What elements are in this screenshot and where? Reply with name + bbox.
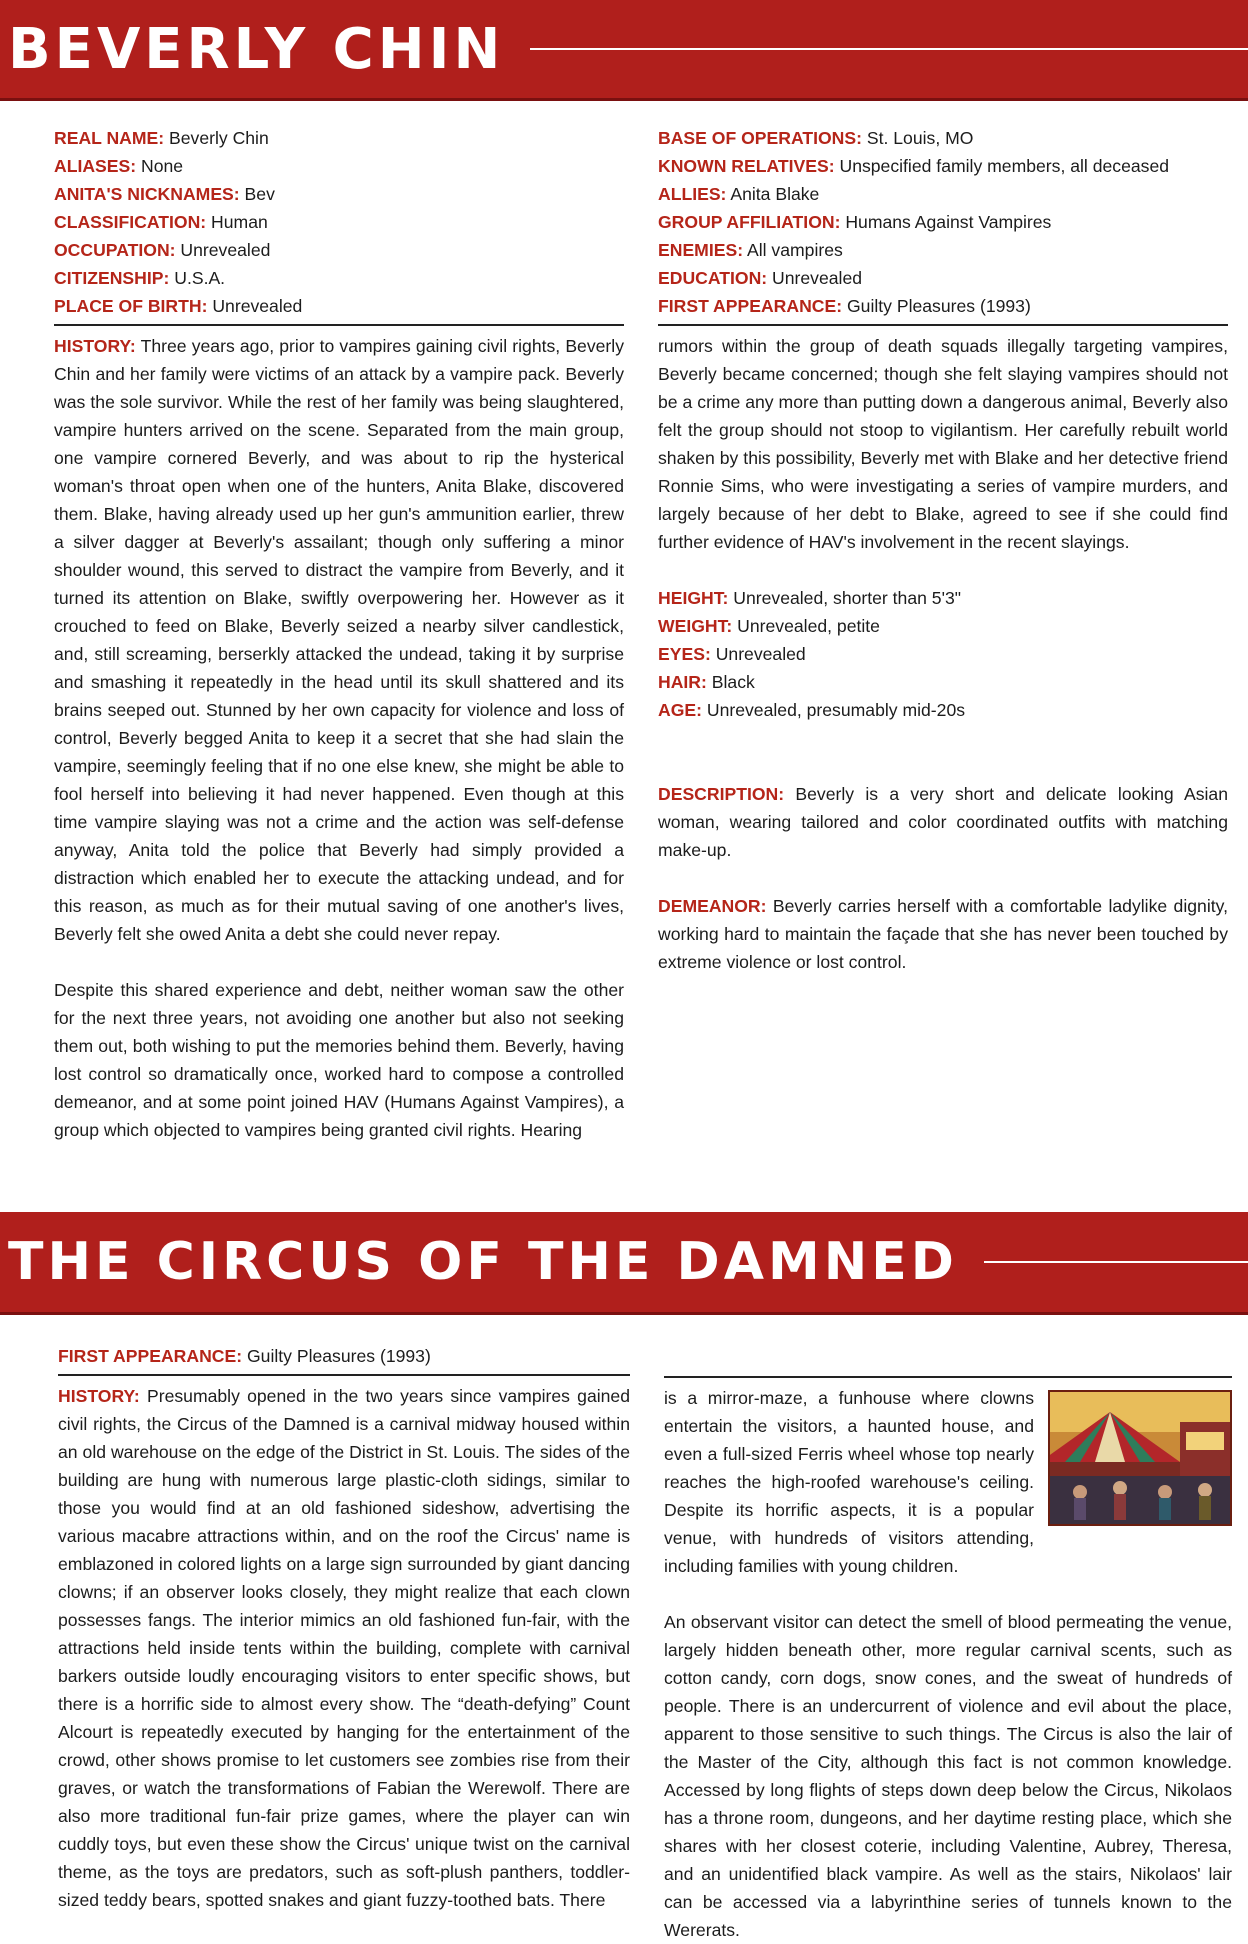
stat-real-name: REAL NAME: Beverly Chin: [54, 128, 269, 148]
section-title: THE CIRCUS OF THE DAMNED: [8, 1232, 958, 1292]
stat-enemies: ENEMIES: All vampires: [658, 240, 843, 260]
stats-divider: [658, 324, 1228, 326]
section-banner-circus: [0, 1212, 1248, 1315]
stat-weight: WEIGHT: Unrevealed, petite: [658, 616, 880, 636]
history-paragraph: HISTORY: Presumably opened in the two years since vampires gained civil rights, the Circus of the Damned is a carnival midway housed within an old warehouse on the edge of the District in St. Louis. The sides of the building are hung with numerous large plastic-cloth sidings, similar to those you would find at an old fashioned sideshow, advertising the various macabre attractions within, and on the roof the Circus' name is emblazoned in colored lights on a large sign surrounded by giant dancing clowns; if an observer looks closely, they might realize that each clown possesses fangs. The interior mimics an old fashioned fun-fair, with the attractions held inside tents within the building, complete with carnival barkers outside loudly encouraging visitors to enter specific shows, but there is a horrific side to almost every show. The “death-defying” Count Alcourt is repeatedly executed by hanging for the entertainment of the crowd, other shows promise to let customers see zombies rise from their graves, or watch the transformations of Fabian the Werewolf. There are also more traditional fun-fair prize games, where the player can win cuddly toys, but even these show the Circus' unique twist on the carnival theme, as the toys are predators, such as soft-plush panthers, toddler-sized teddy bears, spotted snakes and giant fuzzy-toothed bats. There: [58, 1386, 630, 1910]
stat-place-of-birth: PLACE OF BIRTH: Unrevealed: [54, 296, 303, 316]
circus-right-column: [664, 1342, 1232, 1944]
beverly-right-column: [658, 124, 1228, 976]
title-rule: [530, 48, 1248, 50]
stat-citizenship: CITIZENSHIP: U.S.A.: [54, 268, 226, 288]
stat-base-of-operations: BASE OF OPERATIONS: St. Louis, MO: [658, 128, 974, 148]
stat-hair: HAIR: Black: [658, 672, 755, 692]
stats-divider: [54, 324, 624, 326]
stat-education: EDUCATION: Unrevealed: [658, 268, 863, 288]
circus-illustration: [1048, 1390, 1232, 1526]
physical-stats: [658, 584, 1228, 724]
identity-stats: [54, 124, 624, 320]
history-continued: is a mirror-maze, a funhouse where clowns entertain the visitors, a haunted house, and even a full-sized Ferris wheel whose top nearly reaches the high-roofed warehouse's ceiling. Despite its horrific aspects, it is a popular venue, with hundreds of visitors attending, including families with young children.: [664, 1388, 1034, 1576]
affiliation-stats: [658, 124, 1228, 320]
beverly-left-column: [54, 124, 624, 1144]
history-continued: rumors within the group of death squads illegally targeting vampires, Beverly became concerned; though she felt slaying vampires should not be a crime any more than putting down a dangerous animal, Beverly also felt the group should not stoop to vigilantism. Her carefully rebuilt world shaken by this possibility, Beverly met with Blake and her detective friend Ronnie Sims, who were investigating a series of vampire murders, and largely because of her debt to Blake, agreed to see if she could find further evidence of HAV's involvement in the recent slayings.: [658, 336, 1228, 552]
stat-first-appearance: FIRST APPEARANCE: Guilty Pleasures (1993): [58, 1346, 431, 1366]
stat-occupation: OCCUPATION: Unrevealed: [54, 240, 271, 260]
stat-allies: ALLIES: Anita Blake: [658, 184, 820, 204]
demeanor-paragraph: DEMEANOR: Beverly carries herself with a comfortable ladylike dignity, working hard to maintain the façade that she has never been touched by extreme violence or lost control.: [658, 896, 1228, 972]
section-title: BEVERLY CHIN: [8, 16, 505, 82]
stats-divider: [58, 1374, 630, 1376]
stat-known-relatives: KNOWN RELATIVES: Unspecified family members, all deceased: [658, 156, 1170, 176]
history-paragraph: Despite this shared experience and debt, neither woman saw the other for the next three years, not avoiding one another but also not seeking them out, both wishing to put the memories behind them. Beverly, having lost control so dramatically once, worked hard to compose a controlled demeanor, and at some point joined HAV (Humans Against Vampires), a group which objected to vampires being granted civil rights. Hearing: [54, 980, 624, 1140]
stat-first-appearance: FIRST APPEARANCE: Guilty Pleasures (1993): [658, 296, 1031, 316]
title-rule: [984, 1261, 1248, 1263]
stat-aliases: ALIASES: None: [54, 156, 184, 176]
stat-eyes: EYES: Unrevealed: [658, 644, 806, 664]
history-paragraph: HISTORY: Three years ago, prior to vampires gaining civil rights, Beverly Chin and her family were victims of an attack by a vampire pack. Beverly was the sole survivor. While the rest of her family was being slaughtered, vampire hunters arrived on the scene. Separated from the main group, one vampire cornered Beverly, and was about to rip the hysterical woman's throat open when one of the hunters, Anita Blake, discovered them. Blake, having already used up her gun's ammunition earlier, threw a silver dagger at Beverly's assailant; though only suffering a minor shoulder wound, this served to distract the vampire from Beverly, and it turned its attention on Blake, swiftly overpowering her. However as it crouched to feed on Blake, Beverly seized a nearby silver candlestick, and, still screaming, berserkly attacked the undead, taking it by surprise and smashing it repeatedly in the head until its skull shattered and its brains seeped out. Stunned by her own capacity for violence and loss of control, Beverly begged Anita to keep it a secret that she had slain the vampire, seemingly feeling that if no one else knew, she might be able to fool herself into believing it had never happened. Even though at this time vampire slaying was not a crime and the action was self-defense anyway, Anita told the police that Beverly had simply provided a distraction which enabled her to execute the attacking undead, and for this reason, as much as for their mutual saving of one another's lives, Beverly felt she owed Anita a debt she could never repay.: [54, 336, 624, 944]
description-paragraph: DESCRIPTION: Beverly is a very short and delicate looking Asian woman, wearing tailored and color coordinated outfits with matching make-up.: [658, 784, 1229, 860]
history-paragraph: An observant visitor can detect the smell of blood permeating the venue, largely hidden beneath other, more regular carnival scents, such as cotton candy, corn dogs, snow cones, and the sweat of hundreds of people. There is an undercurrent of violence and evil about the place, apparent to those sensitive to such things. The Circus is also the lair of the Master of the City, although this fact is not common knowledge. Accessed by long flights of steps down deep below the Circus, Nikolaos has a throne room, dungeons, and her daytime resting place, which she shares with her closest coterie, including Valentine, Aubrey, Theresa, and an unidentified black vampire. As well as the stairs, Nikolaos' lair can be accessed via a labyrinthine series of tunnels known to the Wererats.: [664, 1612, 1232, 1940]
stat-classification: CLASSIFICATION: Human: [54, 212, 268, 232]
stat-nicknames: ANITA'S NICKNAMES: Bev: [54, 184, 275, 204]
section-banner-beverly-chin: [0, 0, 1248, 101]
stat-height: HEIGHT: Unrevealed, shorter than 5'3": [658, 588, 961, 608]
stat-age: AGE: Unrevealed, presumably mid-20s: [658, 700, 966, 720]
circus-left-column: [58, 1342, 630, 1914]
stat-group-affiliation: GROUP AFFILIATION: Humans Against Vampires: [658, 212, 1052, 232]
circus-tent-image: [1050, 1392, 1230, 1524]
